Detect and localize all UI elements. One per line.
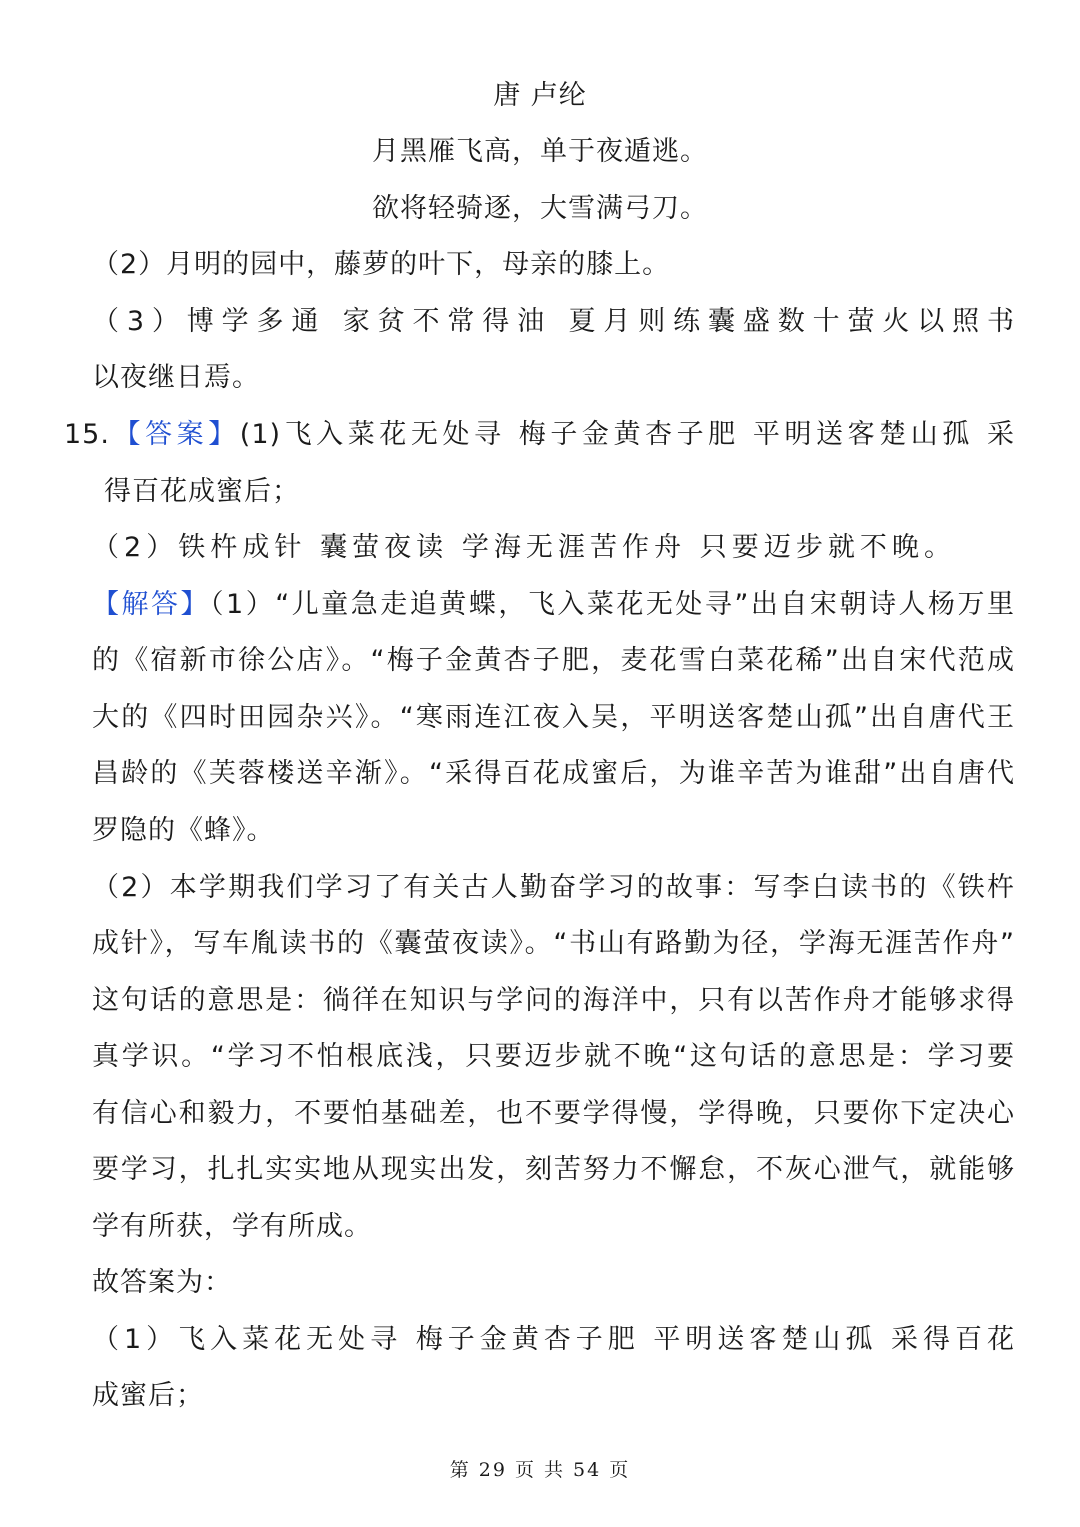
explain2-line-5: 要学习，扎扎实实地从现实出发，刻苦努力不懈怠，不灰心泄气，就能够 xyxy=(92,1154,1015,1185)
poem-author: 唐 卢纶 xyxy=(493,80,587,111)
explain-line-3: 昌龄的《芙蓉楼送辛渐》。“采得百花成蜜后，为谁辛苦为谁甜”出自唐代 xyxy=(92,758,1015,789)
q15-ans1-d: 采 xyxy=(987,419,1016,450)
poem-line-1: 月黑雁飞高，单于夜遁逃。 xyxy=(372,136,708,167)
explain-line-1: 的《宿新市徐公店》。“梅子金黄杏子肥，麦花雪白菜花稀”出自宋代范成 xyxy=(92,645,1015,676)
q15-ans1-a: (1)飞入菜花无处寻 xyxy=(239,419,506,450)
q15-ans2 xyxy=(92,528,952,568)
q15-answer-line xyxy=(64,415,1015,455)
final1-b: 梅子金黄杏子肥 xyxy=(415,1324,640,1355)
explain2-line-6: 学有所获，学有所成。 xyxy=(92,1211,372,1242)
explain2-line-1: 成针》，写车胤读书的《囊萤夜读》。“书山有路勤为径，学海无涯苦作舟” xyxy=(92,928,1015,959)
page-footer: 第 29 页 共 54 页 xyxy=(449,1459,631,1481)
conclusion-label: 故答案为： xyxy=(92,1267,232,1298)
explain2-line-2: 这句话的意思是：徜徉在知识与学问的海洋中，只有以苦作舟才能够求得 xyxy=(92,985,1015,1016)
q14-part3-b: 家贫不常得油 xyxy=(342,306,553,337)
explain-line-0 xyxy=(92,585,1015,625)
final-answer-1 xyxy=(92,1320,1015,1360)
final1-a: （1）飞入菜花无处寻 xyxy=(92,1324,403,1355)
q15-head xyxy=(64,419,506,450)
final-answer-1-cont: 成蜜后； xyxy=(92,1380,204,1411)
q14-part3-a: （3）博学多通 xyxy=(92,306,327,337)
explain2-line-0: （2）本学期我们学习了有关古人勤奋学习的故事：写李白读书的《铁杵 xyxy=(92,872,1015,903)
explain-text-0: （1）“儿童急走追黄蝶，飞入菜花无处寻”出自宋朝诗人杨万里 xyxy=(210,589,1016,620)
explain-line-2: 大的《四时田园杂兴》。“寒雨连江夜入吴，平明送客楚山孤”出自唐代王 xyxy=(92,702,1015,733)
q15-ans2-b: 囊萤夜读 xyxy=(320,532,449,563)
q15-ans1-b: 梅子金黄杏子肥 xyxy=(518,419,740,450)
q15-ans2-d: 只要迈步就不晚。 xyxy=(699,532,952,563)
q14-part2: （2）月明的园中，藤萝的叶下，母亲的膝上。 xyxy=(92,249,671,280)
explain-line-4: 罗隐的《蜂》。 xyxy=(92,815,275,846)
explain2-line-3: 真学识。“学习不怕根底浅，只要迈步就不晚“这句话的意思是：学习要 xyxy=(92,1041,1015,1072)
q14-part3 xyxy=(92,302,1015,342)
q15-ans2-c: 学海无涯苦作舟 xyxy=(461,532,687,563)
q15-ans1-cont: 得百花成蜜后； xyxy=(104,476,300,507)
q15-ans2-a: （2）铁杵成针 xyxy=(92,532,307,563)
final1-d: 采得百花 xyxy=(891,1324,1016,1355)
q14-part3-c: 夏月则练囊盛数十萤火以照书 xyxy=(568,306,1015,337)
question-number: 15. xyxy=(64,419,110,450)
q15-ans1-c: 平明送客楚山孤 xyxy=(752,419,974,450)
final1-c: 平明送客楚山孤 xyxy=(653,1324,878,1355)
poem-line-2: 欲将轻骑逐，大雪满弓刀。 xyxy=(372,193,708,224)
answer-tag: 【答案】 xyxy=(109,419,240,450)
explain-tag: 【解答】 xyxy=(92,589,211,620)
q14-part3-cont: 以夜继日焉。 xyxy=(92,362,260,393)
explain2-line-4: 有信心和毅力，不要怕基础差，也不要学得慢，学得晚，只要你下定决心 xyxy=(92,1098,1015,1129)
